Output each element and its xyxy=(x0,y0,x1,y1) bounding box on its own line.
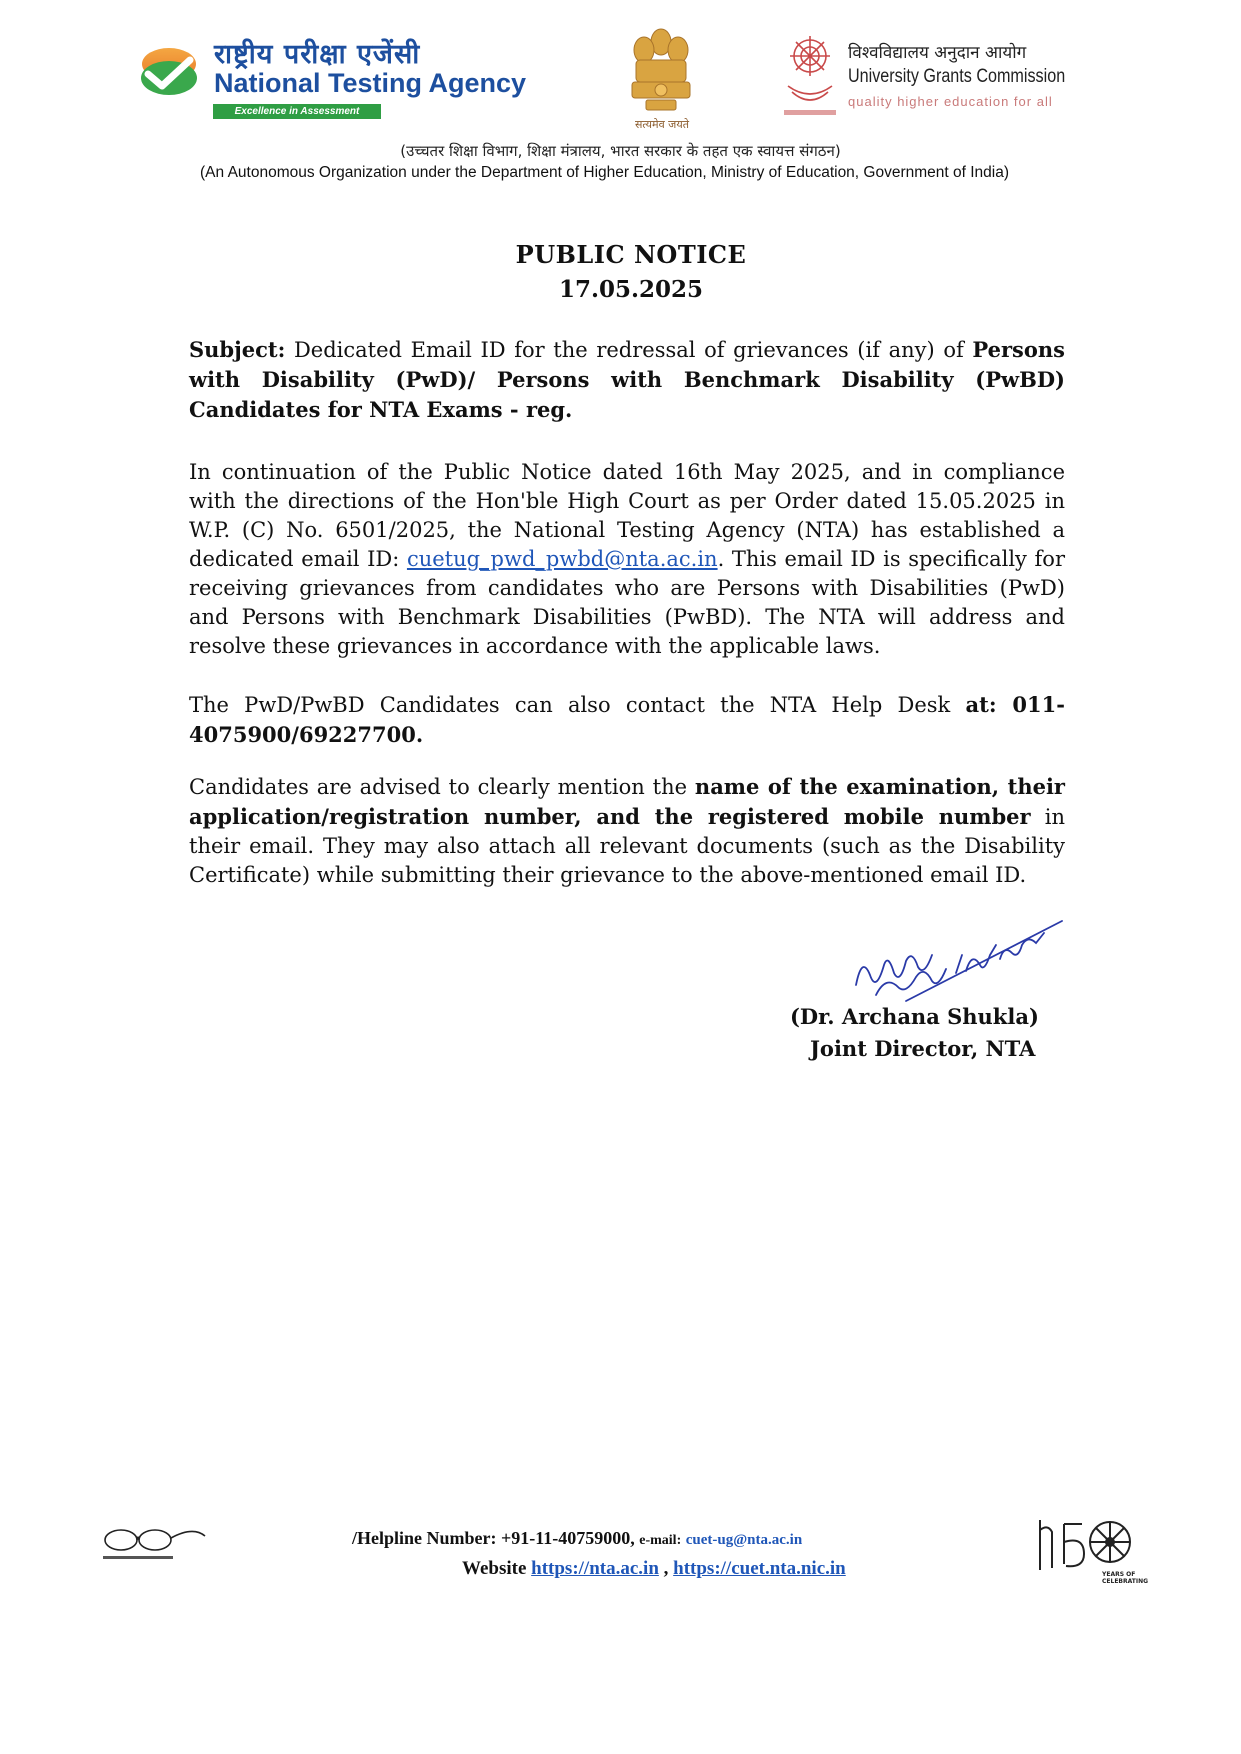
main-paragraph-rest: . This email ID is specifically for receiving grievances from candidates who are Persons with Disabilities (PwD) and Persons with Benchmark Disabilities (PwBD). The NTA will address and resolve these grievances in accordance with the applicable laws. xyxy=(189,547,1065,658)
signatory-title: Joint Director, NTA xyxy=(810,1036,1036,1061)
ugc-tagline: quality higher education for all xyxy=(848,94,1053,109)
ugc-name-english: University Grants Commission xyxy=(848,66,1066,87)
website-label: Website xyxy=(462,1558,527,1579)
nta-website-link[interactable]: https://nta.ac.in xyxy=(531,1558,659,1579)
advice-paragraph xyxy=(189,772,1065,890)
handwritten-signature xyxy=(836,915,1066,1005)
subject-text-bold: Persons with Disability (PwD)/ Persons with Benchmark Disability (PwBD) Candidates for NTA Exams - reg. xyxy=(189,337,1065,422)
emblem-caption: सत्यमेव जयते xyxy=(634,118,689,131)
helpline-line xyxy=(352,1528,802,1549)
advice-text-intro: Candidates are advised to clearly mention the xyxy=(189,775,688,799)
signatory-name: (Dr. Archana Shukla) xyxy=(790,1004,1039,1029)
nta-name-hindi: राष्ट्रीय परीक्षा एजेंसी xyxy=(214,39,421,70)
helpdesk-number: at: 011-4075900/69227700. xyxy=(189,692,1065,747)
ugc-name-hindi: विश्वविद्यालय अनुदान आयोग xyxy=(848,43,1027,63)
website-separator: , xyxy=(663,1558,669,1579)
notice-date: 17.05.2025 xyxy=(558,276,704,303)
advice-text-bold: name of the examination, their application/registration number, and the registered mobile number xyxy=(189,774,1065,829)
national-emblem-icon xyxy=(622,20,700,120)
subject-paragraph xyxy=(189,335,1065,425)
svg-text:YEARS OF: YEARS OF xyxy=(1102,1571,1136,1578)
cuet-website-link[interactable]: https://cuet.nta.nic.in xyxy=(673,1558,846,1579)
ugc-logo-icon xyxy=(780,30,840,120)
advice-text-rest: in their email. They may also attach all relevant documents (such as the Disability Certificate) while submitting their grievance to the above-mentioned email ID. xyxy=(189,805,1065,887)
subject-text: Dedicated Email ID for the redressal of grievances (if any) of xyxy=(293,338,964,362)
subject-label: Subject: xyxy=(189,337,286,362)
gandhi-150-logo-icon xyxy=(1030,1510,1150,1586)
website-line xyxy=(462,1558,846,1580)
main-paragraph xyxy=(189,458,1065,661)
email-label: e-mail: xyxy=(639,1533,682,1548)
footer-email-link[interactable]: cuet-ug@nta.ac.in xyxy=(685,1532,803,1548)
org-line-english: (An Autonomous Organization under the Department of Higher Education, Ministry of Education, Government of India) xyxy=(200,164,1010,181)
helpdesk-text: The PwD/PwBD Candidates can also contact the NTA Help Desk xyxy=(189,693,951,717)
swachh-bharat-logo-icon xyxy=(97,1522,213,1566)
notice-title: PUBLIC NOTICE xyxy=(515,240,747,269)
helpline-number: /Helpline Number: +91-11-40759000, xyxy=(352,1528,635,1548)
svg-text:CELEBRATING: CELEBRATING xyxy=(1102,1578,1149,1585)
nta-logo-icon xyxy=(138,44,200,98)
helpdesk-paragraph xyxy=(189,690,1065,750)
nta-tagline: Excellence in Assessment xyxy=(213,104,381,119)
org-line-hindi: (उच्चतर शिक्षा विभाग, शिक्षा मंत्रालय, भारत सरकार के तहत एक स्वायत्त संगठन) xyxy=(400,142,841,160)
nta-name-english: National Testing Agency xyxy=(214,68,527,98)
main-paragraph-intro: In continuation of the Public Notice dated 16th May 2025, and in compliance with the directions of the Hon'ble High Court as per Order dated 15.05.2025 in W.P. (C) No. 6501/2025, the National Testing Agency (NTA) has established a dedicated email ID: xyxy=(189,460,1065,571)
grievance-email-link[interactable]: cuetug_pwd_pwbd@nta.ac.in xyxy=(406,547,718,571)
